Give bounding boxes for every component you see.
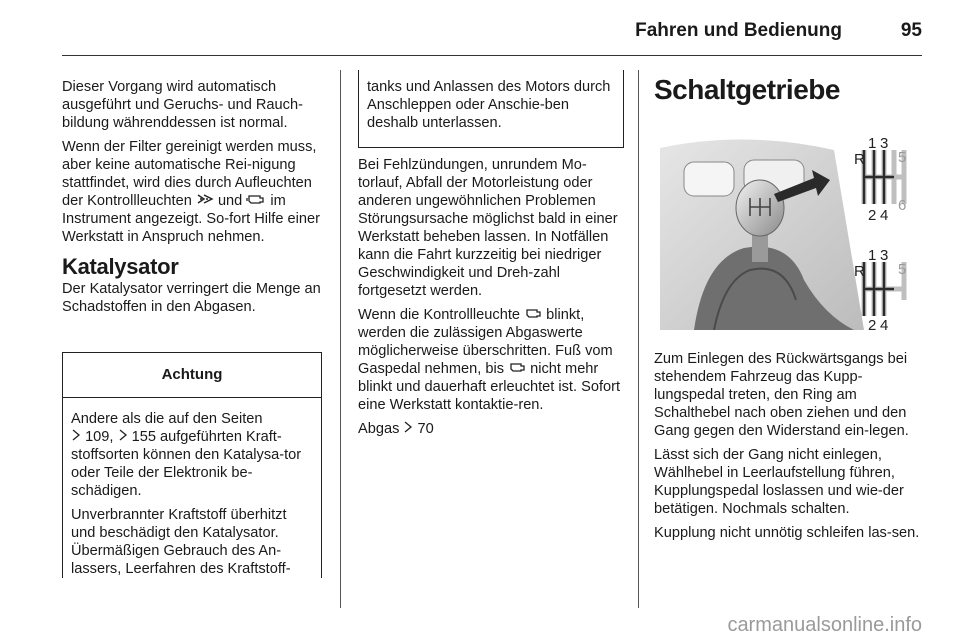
gear-label-3: 3 bbox=[880, 135, 889, 152]
reference-arrow-icon bbox=[118, 428, 128, 446]
watermark: carmanualsonline.info bbox=[727, 614, 922, 636]
column-2 bbox=[358, 156, 624, 444]
paragraph: Unverbrannter Kraftstoff überhitzt und beschädigt den Katalysator. Übermäßigen Gebrauch des An-lassers, Leerfahren des Kraftstoff- bbox=[71, 507, 291, 577]
column-3 bbox=[654, 350, 922, 548]
paragraph: Abgas 70 bbox=[358, 421, 434, 437]
gear-label-r: R bbox=[854, 151, 865, 168]
gear-label-r: R bbox=[854, 263, 865, 280]
page-reference[interactable]: 155 bbox=[131, 429, 156, 445]
gear-label-5: 5 bbox=[898, 149, 907, 166]
gear-label-4: 4 bbox=[880, 317, 889, 330]
paragraph: Dieser Vorgang wird automatisch ausgeführt und Geruchs- und Rauch-bildung währenddessen ist normal. bbox=[62, 79, 303, 131]
page-reference[interactable]: 70 bbox=[417, 421, 434, 437]
paragraph: Bei Fehlzündungen, unrundem Mo-torlauf, Abfall der Motorleistung oder anderen ungewöhnlichen Problemen Störungsursache möglichst bald in einer Werkstatt beheben lassen. In Notfällen kann die Fahrt kurzzeitig bei niedriger Geschwindigkeit und Dreh-zahl fortgesetzt werden. bbox=[358, 157, 618, 299]
gear-label-6: 6 bbox=[898, 197, 907, 214]
gear-label-2: 2 bbox=[868, 317, 877, 330]
paragraph: Lässt sich der Gang nicht einlegen, Wählhebel in Leerlaufstellung führen, Kupplungspedal loslassen und wie-der betätigen. Nochmals schalten. bbox=[654, 447, 904, 517]
column-1 bbox=[62, 78, 324, 322]
warning-box-continued: tanks und Anlassen des Motors durch Anschleppen oder Anschie-ben deshalb unterlassen. bbox=[358, 70, 624, 148]
paragraph: Wenn der Filter gereinigt werden muss, aber keine automatische Rei-nigung stattfindet, wird dies durch Aufleuchten der Kontrollleuchten und im Instrument angezeigt. So-fort Hilfe einer Werkstatt in Anspruch nehmen. bbox=[62, 139, 320, 245]
diesel-filter-warning-icon bbox=[196, 192, 214, 210]
gear-label-5: 5 bbox=[898, 261, 907, 278]
paragraph: Zum Einlegen des Rückwärtsgangs bei stehendem Fahrzeug das Kupp-lungspedal treten, den Ring am Schalthebel nach oben ziehen und den Gang gegen den Widerstand ein-legen. bbox=[654, 351, 909, 439]
warning-body bbox=[63, 398, 321, 578]
gear-label-1: 1 bbox=[868, 247, 877, 264]
page-header-title: Fahren und Bedienung bbox=[635, 20, 842, 41]
column-divider-2 bbox=[638, 70, 639, 608]
section-heading-katalysator: Katalysator bbox=[62, 254, 179, 279]
gear-label-3: 3 bbox=[880, 247, 889, 264]
gear-label-1: 1 bbox=[868, 135, 877, 152]
page-number: 95 bbox=[900, 20, 922, 41]
reference-arrow-icon bbox=[71, 428, 81, 446]
paragraph: Kupplung nicht unnötig schleifen las-sen. bbox=[654, 525, 920, 541]
gear-label-2: 2 bbox=[868, 207, 877, 224]
reference-arrow-icon bbox=[403, 420, 413, 438]
paragraph: Wenn die Kontrollleuchte blinkt, werden die zulässigen Abgaswerte möglicherweise überschritten. Fuß vom Gaspedal nehmen, bis nicht mehr blinkt und dauerhaft erleuchtet ist. Sofort eine Werkstatt kontaktie-ren. bbox=[358, 307, 621, 413]
section-heading-schaltgetriebe: Schaltgetriebe bbox=[654, 74, 840, 105]
page-reference[interactable]: 109 bbox=[85, 429, 110, 445]
gear-label-4: 4 bbox=[880, 207, 889, 224]
check-engine-icon bbox=[524, 306, 542, 324]
check-engine-icon bbox=[246, 192, 266, 210]
warning-title: Achtung bbox=[63, 353, 321, 398]
warning-box bbox=[62, 352, 322, 578]
column-divider-1 bbox=[340, 70, 341, 608]
gear-shift-illustration bbox=[654, 130, 922, 330]
paragraph: Der Katalysator verringert die Menge an Schadstoffen in den Abgasen. bbox=[62, 281, 321, 315]
check-engine-icon bbox=[508, 360, 526, 378]
paragraph: Andere als die auf den Seiten 109, 155 aufgeführten Kraft-stoffsorten können den Katalysa-tor oder Teile der Elektronik be-schädigen. bbox=[71, 411, 302, 499]
header-rule bbox=[62, 55, 922, 56]
